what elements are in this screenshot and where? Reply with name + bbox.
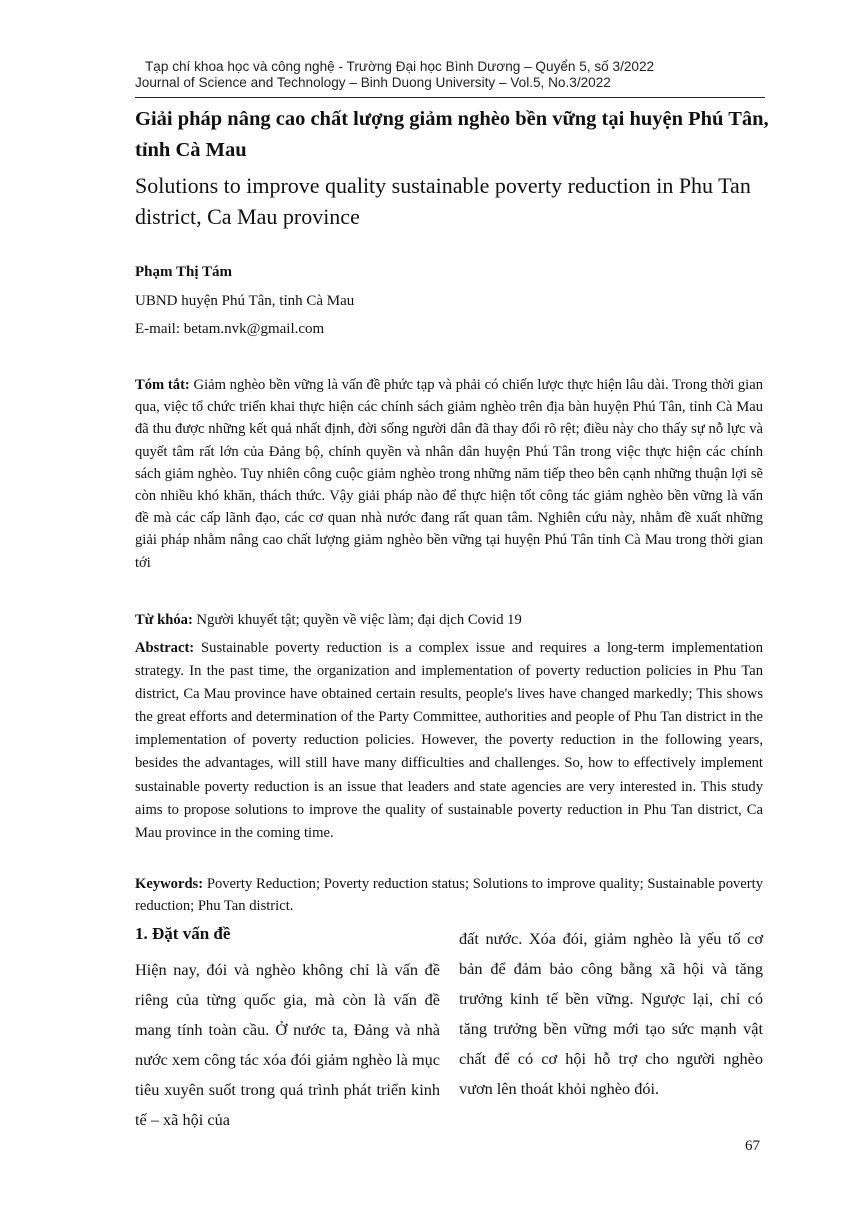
abstract-label: Abstract: — [135, 640, 195, 656]
body-column-right: đất nước. Xóa đói, giảm nghèo là yếu tố cơ bản để đảm bảo công bằng xã hội và tăng trưởng kinh tế bền vững. Ngược lại, chỉ có tăng trưởng bền vững mới tạo sức mạnh vật chất để có cơ hội hỗ trợ cho người nghèo vươn lên thoát khỏi nghèo đói. — [459, 929, 763, 1098]
abstract-vietnamese — [135, 374, 763, 574]
keywords-text: Poverty Reduction; Poverty reduction status; Solutions to improve quality; Sustainable poverty reduction; Phu Tan district. — [135, 876, 763, 914]
author-name: Phạm Thị Tám — [135, 264, 232, 280]
body-column-left: Hiện nay, đói và nghèo không chỉ là vấn đề riêng của từng quốc gia, mà còn là vấn đề mang tính toàn cầu. Ở nước ta, Đảng và nhà nước xem công tác xóa đói giảm nghèo là mục tiêu xuyên suốt trong quá trình phát triển kinh tế – xã hội của — [135, 960, 440, 1129]
tomtat-label: Tóm tắt: — [135, 377, 190, 393]
journal-header — [135, 59, 765, 91]
journal-header-en: Journal of Science and Technology – Binh Duong University – Vol.5, No.3/2022 — [135, 75, 611, 90]
section-heading: 1. Đặt vấn đề — [135, 924, 231, 943]
keywords-label: Keywords: — [135, 876, 204, 892]
keywords-english — [135, 873, 763, 917]
tomtat-text: Giảm nghèo bền vững là vấn đề phức tạp và phải có chiến lược thực hiện lâu dài. Trong thời gian qua, việc tổ chức triển khai thực hiện các chính sách giảm nghèo trên địa bàn huyện Phú Tân, tỉnh Cà Mau đã thu được những kết quả nhất định, đời sống người dân đã thay đổi rõ rệt; điều này cho thấy sự nỗ lực và quyết tâm rất lớn của Đảng bộ, chính quyền và nhân dân huyện Phú Tân trong việc thực hiện các chính sách giảm nghèo. Tuy nhiên công cuộc giảm nghèo trong những năm tiếp theo bên cạnh những thuận lợi sẽ còn nhiều khó khăn, thách thức. Vậy giải pháp nào để thực hiện tốt công tác giảm nghèo bền vững là vấn đề mà các cấp lãnh đạo, các cơ quan nhà nước đang rất quan tâm. Nghiên cứu này, nhằm đề xuất những giải pháp nhằm nâng cao chất lượng giảm nghèo bền vững tại huyện Phú Tân tỉnh Cà Mau trong thời gian tới — [135, 377, 763, 571]
title-english: Solutions to improve quality sustainable poverty reduction in Phu Tan district, Ca Mau province — [135, 173, 751, 229]
abstract-english — [135, 637, 763, 845]
tukhoa-label: Từ khóa: — [135, 612, 193, 628]
header-rule — [135, 97, 765, 98]
abstract-text: Sustainable poverty reduction is a complex issue and requires a long-term implementation strategy. In the past time, the organization and implementation of poverty reduction policies in Phu Tan district, Ca Mau province have obtained certain results, people's lives have changed markedly; This shows the great efforts and determination of the Party Committee, authorities and people of Phu Tan district in the implementation of poverty reduction policies. However, the poverty reduction in the following years, besides the advantages, will still have many difficulties and challenges. So, how to effectively implement sustainable poverty reduction is an issue that leaders and state agencies are very interested in. This study aims to propose solutions to improve the quality of sustainable poverty reduction in Phu Tan district, Ca Mau province in the coming time. — [135, 640, 763, 841]
author-affiliation: UBND huyện Phú Tân, tỉnh Cà Mau — [135, 293, 355, 309]
title-vietnamese: Giải pháp nâng cao chất lượng giảm nghèo bền vững tại huyện Phú Tân, tỉnh Cà Mau — [135, 108, 769, 161]
tukhoa-text: Người khuyết tật; quyền về việc làm; đại dịch Covid 19 — [196, 612, 522, 628]
author-email: E-mail: betam.nvk@gmail.com — [135, 321, 325, 337]
page-number: 67 — [745, 1138, 760, 1154]
journal-header-vi: Tạp chí khoa học và công nghệ - Trường Đại học Bình Dương – Quyển 5, số 3/2022 — [145, 59, 655, 74]
keywords-vietnamese — [135, 609, 763, 631]
